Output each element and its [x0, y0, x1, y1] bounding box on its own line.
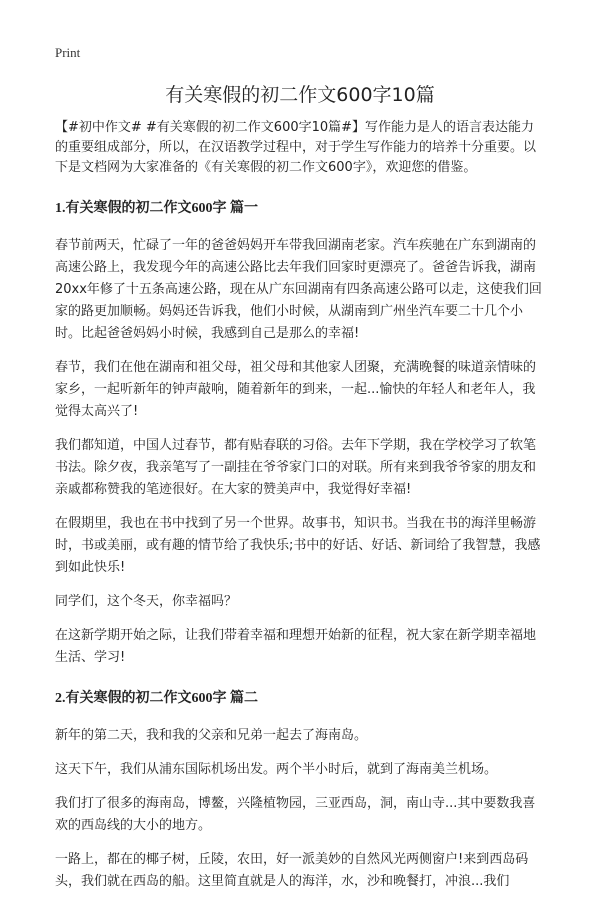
section-heading: 2.有关寒假的初二作文600字 篇二	[55, 691, 258, 706]
paragraph: 同学们，这个冬天，你幸福吗？	[55, 594, 238, 609]
paragraph: 这天下午，我们从浦东国际机场出发。两个半小时后，就到了海南美兰机场。	[55, 762, 498, 777]
paragraph: 在假期里，我也在书中找到了另一个世界。故事书，知识书。当我在书的海洋里畅游时，书或美丽，或有趣的情节给了我快乐;书中的好话、好话、新词给了我智慧，我感到如此快乐!	[55, 516, 541, 575]
paragraph: 我们打了很多的海南岛，博鳌，兴隆植物园，三亚西岛，洞，南山寺...其中要数我喜欢的西岛线的大小的地方。	[55, 796, 536, 833]
paragraph: 新年的第二天，我和我的父亲和兄弟一起去了海南岛。	[55, 728, 368, 743]
paragraph: 春节，我们在他在湖南和祖父母，祖父母和其他家人团聚，充满晚餐的味道亲情味的家乡，一起听新年的钟声敲响，随着新年的到来，一起...愉快的年轻人和老年人，我觉得太高兴了!	[55, 360, 537, 419]
page-title: 有关寒假的初二作文600字10篇	[165, 84, 435, 106]
paragraph: 春节前两天，忙碌了一年的爸爸妈妈开车带我回湖南老家。汽车疾驰在广东到湖南的高速公路上，我发现今年的高速公路比去年我们回家时更漂亮了。爸爸告诉我，湖南20xx年修了十五条高速公路，现在从广东回湖南有四条高速公路可以走，这使我们回家的路更加顺畅。妈妈还告诉我，他们小时候，从湖南到广州坐汽车要二十几个小时。比起爸爸妈妈小时候，我感到自己是那么的幸福!	[55, 238, 542, 341]
paragraph: 我们都知道，中国人过春节，都有贴春联的习俗。去年下学期，我在学校学习了软笔书法。除夕夜，我亲笔写了一副挂在爷爷家门口的对联。所有来到我爷爷家的朋友和亲戚都称赞我的笔迹很好。在大家的赞美声中，我觉得好幸福!	[55, 438, 537, 497]
print-link[interactable]: Print	[55, 45, 81, 60]
paragraph: 在这新学期开始之际，让我们带着幸福和理想开始新的征程，祝大家在新学期幸福地生活、学习!	[55, 628, 537, 665]
section-gap	[55, 681, 545, 689]
intro-paragraph: 【#初中作文# #有关寒假的初二作文600字10篇#】写作能力是人的语言表达能力的重要组成部分，所以，在汉语教学过程中，对于学生写作能力的培养十分重要。以下是文档网为大家准备的《有关寒假的初二作文600字》，欢迎您的借鉴。	[55, 120, 537, 175]
paragraph: 一路上，都在的椰子树，丘陵，农田，好一派美妙的自然风光两侧窗户!来到西岛码头，我们就在西岛的船。这里简直就是人的海洋，水，沙和晚餐打，冲浪...我们	[55, 852, 529, 889]
article-body	[55, 118, 545, 905]
section-heading: 1.有关寒假的初二作文600字 篇一	[55, 201, 258, 216]
